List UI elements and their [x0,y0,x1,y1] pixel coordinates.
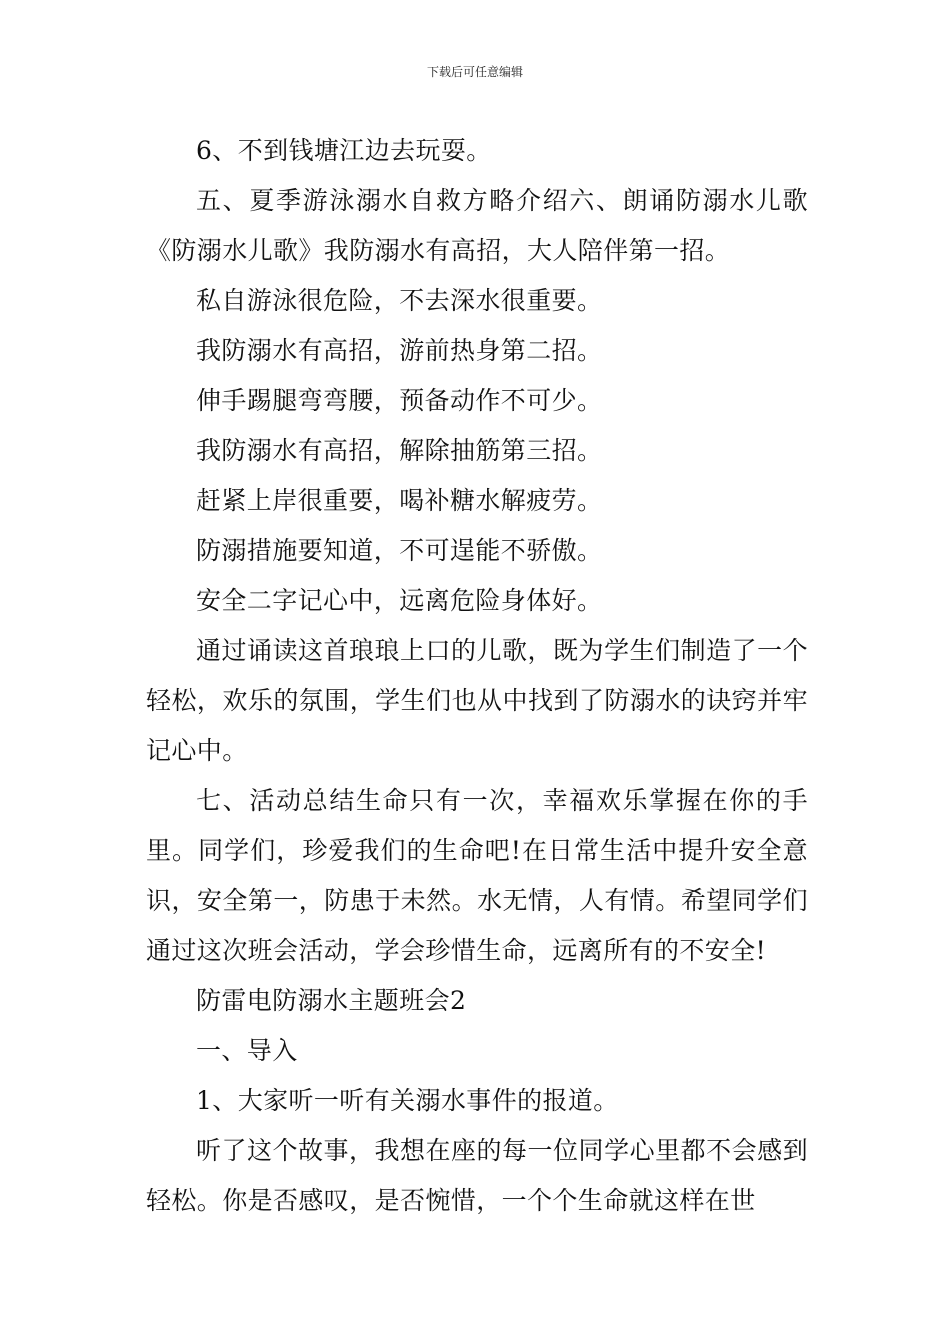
paragraph-section-5-6: 五、夏季游泳溺水自救方略介绍六、朗诵防溺水儿歌《防溺水儿歌》我防溺水有高招，大人陪伴第一招。 [146,186,808,265]
page-header: 下载后可任意编辑 [426,65,523,79]
paragraph-rule-6: 6、不到钱塘江边去玩耍。 [196,136,492,165]
section-title-meeting-2: 防雷电防溺水主题班会2 [196,986,467,1015]
song-line: 安全二字记心中，远离危险身体好。 [196,586,603,615]
song-line: 我防溺水有高招，解除抽筋第三招。 [196,436,603,465]
paragraph-story-reflection: 听了这个故事，我想在座的每一位同学心里都不会感到轻松。你是否感叹，是否惋惜，一个个生命就这样在世 [146,1136,808,1215]
paragraph-intro-1: 1、大家听一听有关溺水事件的报道。 [196,1086,619,1115]
song-line: 我防溺水有高招，游前热身第二招。 [196,336,603,365]
paragraph-song-reflection: 通过诵读这首琅琅上口的儿歌，既为学生们制造了一个轻松，欢乐的氛围，学生们也从中找到了防溺水的诀窍并牢记心中。 [146,636,808,765]
document-body [146,126,808,1226]
song-line: 伸手踢腿弯弯腰，预备动作不可少。 [196,386,603,415]
song-line: 防溺措施要知道，不可逞能不骄傲。 [196,536,603,565]
paragraph-section-7-summary: 七、活动总结生命只有一次，幸福欢乐掌握在你的手里。同学们，珍爱我们的生命吧!在日常生活中提升安全意识，安全第一，防患于未然。水无情，人有情。希望同学们通过这次班会活动，学会珍惜生命，远离所有的不安全! [146,786,808,965]
heading-introduction: 一、导入 [196,1036,298,1065]
song-line: 私自游泳很危险，不去深水很重要。 [196,286,603,315]
song-line: 赶紧上岸很重要，喝补糖水解疲劳。 [196,486,603,515]
